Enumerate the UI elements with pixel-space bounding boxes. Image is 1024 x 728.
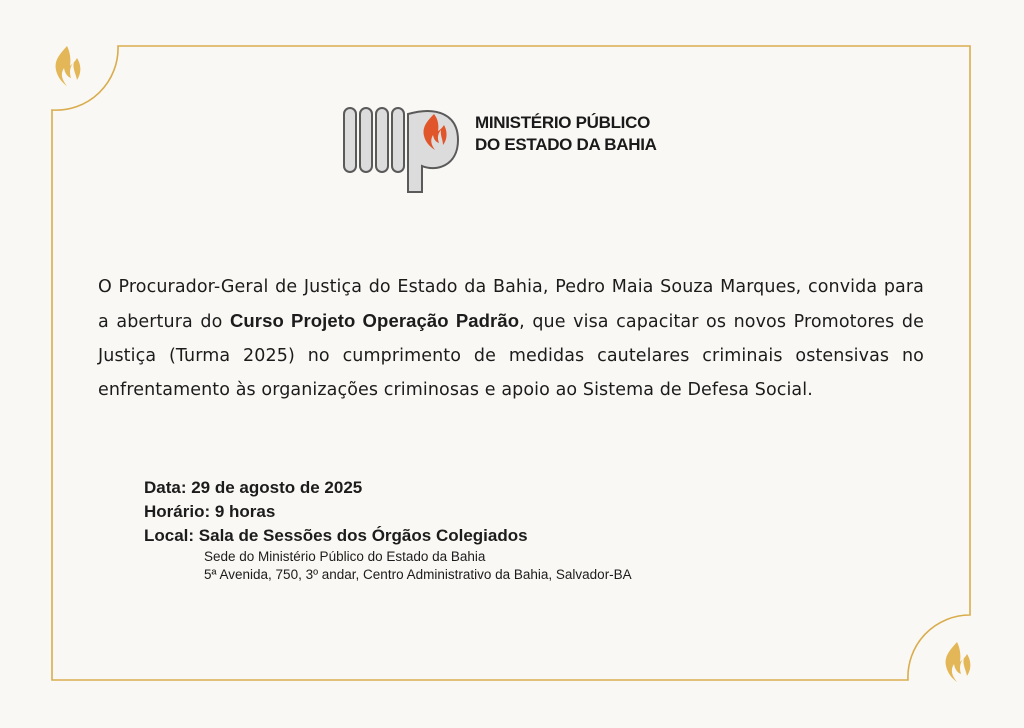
brand-line-1: MINISTÉRIO PÚBLICO [475,113,650,132]
mp-monogram-icon [340,100,465,200]
flame-icon [50,44,84,88]
event-details [144,476,632,584]
invitation-intro: O Procurador-Geral de Justiça do Estado da Bahia, Pedro Maia Souza Marques, convida para a abertura do [98,277,924,332]
event-time: Horário: 9 horas [144,502,276,521]
event-address-line-1: Sede do Ministério Público do Estado da Bahia [204,549,486,564]
brand-name [475,112,657,156]
course-name: Curso Projeto Operação Padrão [229,310,520,331]
event-place: Local: Sala de Sessões dos Órgãos Colegiados [144,526,528,545]
event-date: Data: 29 de agosto de 2025 [144,478,363,497]
mp-ba-logo [340,100,690,200]
invitation-rest: , que visa capacitar os novos Promotores de Justiça (Turma 2025) no cumprimento de medidas cautelares criminais ostensivas no enfrentamento às organizações criminosas e apoio ao Sistema de Defesa Social. [98,312,925,400]
brand-line-2: DO ESTADO DA BAHIA [475,135,657,154]
event-address-line-2: 5ª Avenida, 750, 3º andar, Centro Administrativo da Bahia, Salvador-BA [204,567,632,582]
flame-icon [940,640,974,684]
invitation-paragraph [98,270,924,407]
